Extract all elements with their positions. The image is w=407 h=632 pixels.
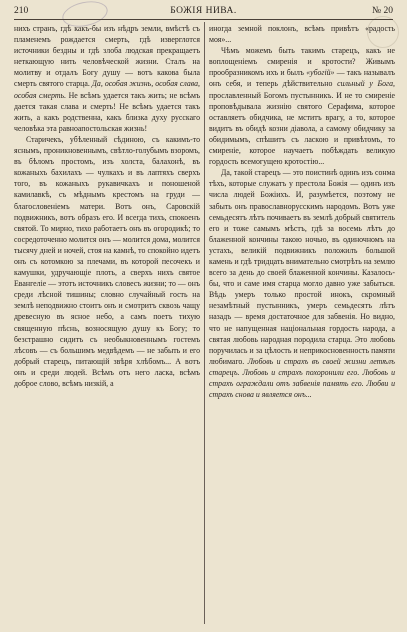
journal-title: БОЖІЯ НИВА. (170, 6, 237, 16)
left-p1-italic: Да, особая жизнь, особая слава, особая смерть. (14, 79, 200, 100)
right-column (209, 23, 395, 626)
right-p3-text: Да, такой старецъ — это поистинѣ одинъ изъ сонма тѣхъ, которые служатъ у престола Божія — одинъ изъ числа людей Божіихъ. И, разумѣется, поэтому не забыть онъ православнорусскимъ народомъ. Вотъ уже семьдесятъ лѣтъ почиваетъ въ землѣ добрый святитель его и тоже самымъ мѣстъ, гдѣ за восемь лѣтъ до блаженной кончины такою ночью, въ одиночномъ на устахъ, великій подвижникъ положилъ большой камень и гдѣ тридцать внимательно смотрѣть на землю всего за день до своей блаженной кончины. Казалось-бы, что и саме имя старца могло давно уже забыться. Вѣдь умеръ только простой инокъ, скромный незамѣтный пустынникъ, умеръ семьдесятъ лѣтъ назадъ — время достаточное для забвенія. Но видно, что не напущенная національная гордость народа, а святая любовь народная породила старца. Это любовь поручилась и за цѣлость и неприкосновенность памяти любимаго. (209, 168, 395, 366)
left-column (14, 23, 200, 626)
right-p2-end: прославленный Богомъ пустынникъ. И не то смиреніе проповѣдывала жизнію святого Серафима, которое оставляетъ обидчика, не мститъ врагу, а то, которое видитъ въ обидѣ козни діавола, а самому обидчику за обидимымъ, спѣшитъ съ ласкою и привѣтомъ, то смиреніе, которое научаетъ побѣждать великую гордость всемогущею кротостію... (209, 90, 395, 167)
left-p1-end: Не всѣмъ удается такъ жить; не всѣмъ дается такая слава и смерть! Не всѣмъ удается такъ жить, а какъ родственна, какъ близка духу русскаго человѣка эта равноапостольская жизнь! (14, 90, 201, 133)
right-p2-italic: «убогій» (306, 68, 335, 78)
left-paragraph-2: Старичекъ, убѣленный сѣдиною, съ какимъ-то яснымъ, проникновеннымъ, свѣтло-голубымъ взоромъ, въ бѣломъ простомъ, изъ холста, балахонѣ, въ кожаныхъ бахилахъ — чулкахъ и въ лаптяхъ сверхъ того, въ кожаныхъ рукавичкахъ и поношеной камилавкѣ, съ мѣднымъ крестомъ на груди — благословеніемъ матери. Вотъ онъ, Саровскій подвижникъ, вотъ образъ его. И всегда тихъ, спокоенъ святой. То мирно, тихо работаетъ онъ въ огородикѣ; то сосредоточенно молится онъ — молится дома, молится тысячу дней и ночей, стоя на камнѣ, то спокойно идетъ онъ съ котомкою за плечами, въ которой песочекъ и камушки, удручающіе плоть, а сверхъ нихъ святое Евангеліе — этотъ источникъ словесъ жизни; то — онъ среди лѣсной тишины; словно случайный гость на землѣ неподвижно стоитъ онъ и смотритъ сквозь чащу древесную въ ясное небо, а самъ поетъ тихую священную пѣснь, возносящую душу къ Богу; то безстрашно сидитъ съ необыкновеннымъ гостемъ лѣсовъ — съ большимъ медвѣдемъ — не забыть и его добрый старецъ, питающій звѣря хлѣбомъ... А вотъ онъ и среди людей. Всѣмъ отъ него ласка, всѣмъ доброе слово, всѣмъ низкій, а (14, 134, 200, 388)
issue-number: № 20 (372, 6, 393, 16)
left-p1-text: нихъ странъ, гдѣ какъ-бы изъ нѣдръ земли, вмѣстѣ съ пламенемъ рождается смерть, гдѣ изверглотся источники бездны и гдѣ злоба людская прекращаетъ неткающую нить человѣческой жизни. Сталъ на молитву и отдалъ Богу душу — вотъ какова была смерть святого старца. (14, 24, 200, 89)
left-paragraph-1 (14, 23, 200, 134)
page-header (14, 6, 393, 20)
right-p3-italic: Любовь и страхъ въ своей жизни летѣлъ старецъ. Любовь и страхъ похоронили его. Любовь и страхъ ограждали отъ забвенія память его. Любви и страхъ снова и является онъ... (209, 356, 395, 400)
right-p2-text: Чѣмъ можемъ быть такимъ старецъ, какъ не воплощеніемъ смиренія и кротости? Живымъ прообразникомъ ихъ и былъ (209, 46, 395, 78)
right-p2-italic-2: сильный у Бога, (337, 79, 395, 89)
right-paragraph-3 (209, 167, 395, 400)
right-paragraph-1: иногда земной поклонъ, всѣмъ привѣтъ «радость моя»... (209, 24, 395, 45)
right-paragraph-2 (209, 45, 395, 167)
header-rule (14, 19, 393, 20)
page-number: 210 (14, 6, 29, 16)
right-p2-mid: — такъ называлъ онъ себя, и теперь дѣйствительно (209, 68, 395, 89)
column-divider (204, 22, 205, 624)
